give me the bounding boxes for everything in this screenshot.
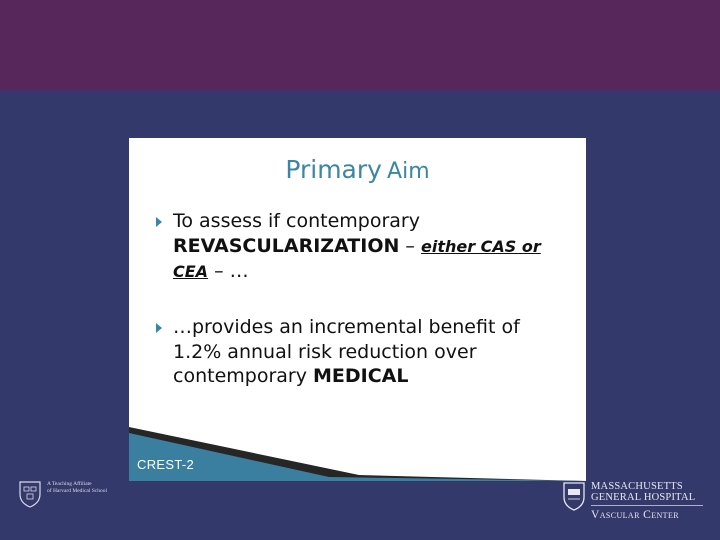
bullet1-strong: REVASCULARIZATION [173,234,400,257]
bullet1-line1: To assess if contemporary [173,210,420,232]
bullet2-strong: MEDICAL [313,365,409,387]
bullet-arrow-icon [156,323,162,333]
bullet1-tail: – … [208,260,249,282]
mgh-line1: MASSACHUSETTS [591,481,683,492]
harvard-line1: A Teaching Affiliate [47,481,92,487]
mgh-divider [591,505,703,506]
mgh-shield-icon [562,481,586,511]
bullet-revascularization [157,209,562,285]
bullet1-emph2: CEA [173,262,209,281]
bullet-benefit [157,315,562,389]
mgh-line2: GENERAL HOSPITAL [591,492,696,503]
slide-footer-swoosh [129,425,586,481]
mgh-name [591,481,695,503]
slide-title [129,155,586,184]
bullet1-emph1: either CAS or [420,236,541,256]
header-band [0,0,720,90]
bullet-arrow-icon [156,217,162,227]
harvard-line2: of Harvard Medical School [47,487,108,494]
slide-footer-label: CREST-2 [137,457,195,472]
harvard-affiliate-text [47,481,107,494]
slide-image [129,138,586,481]
mgh-vascular-center: Vascular Center [591,509,679,521]
bullet1-dash: – [399,234,421,257]
slide-title-aim: Aim [387,159,430,184]
slide-title-primary: Primary [285,155,382,184]
harvard-shield-icon [18,480,42,508]
header-divider [0,90,720,93]
bullet2-lead: …provides an incremental benefit of 1.2% annual risk reduction over contemporary [173,316,520,387]
